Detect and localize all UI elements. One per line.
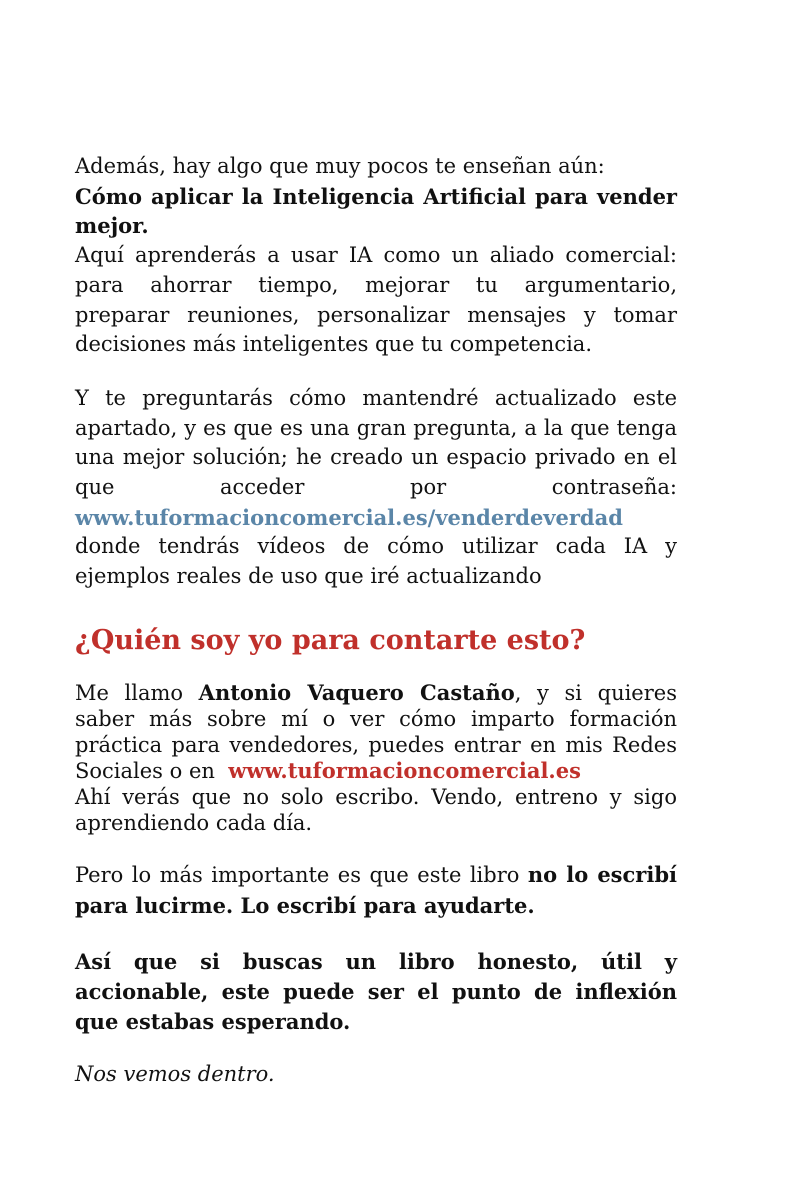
intro-paragraph: Aquí aprenderás a usar IA como un aliado comercial: para ahorrar tiempo, mejorar tu argumentario, preparar reuniones, personalizar mensajes y tomar decisiones más inteligentes que tu competencia. — [75, 243, 677, 357]
about-p2-bold: no lo escribí para lucirme. Lo escribí para ayudarte. — [75, 861, 677, 918]
about-paragraph-3: Así que si buscas un libro honesto, útil y accionable, este puede ser el punto de inflexión que estabas esperando. — [75, 949, 677, 1034]
about-p1-start: Me llamo — [75, 680, 184, 705]
closing-line: Nos vemos dentro. — [75, 1062, 275, 1087]
about-paragraph-1 — [75, 680, 677, 784]
about-heading: ¿Quién soy yo para contarte esto? — [75, 624, 586, 656]
update-url[interactable]: www.tuformacioncomercial.es/venderdeverdad — [75, 504, 623, 530]
update-paragraph: Y te preguntarás cómo mantendré actualizado este apartado, y es que es una gran pregunta, a la que tenga una mejor solución; he creado un espacio privado en el que acceder por contraseña: — [75, 385, 677, 500]
update-paragraph-end: donde tendrás vídeos de cómo utilizar cada IA y ejemplos reales de uso que iré actualizando — [75, 534, 677, 589]
page-content — [75, 150, 677, 1090]
about-paragraph-2 — [75, 860, 677, 921]
author-name: Antonio Vaquero Castaño — [198, 679, 515, 705]
intro-bold-line: Cómo aplicar la Inteligencia Artificial para vender mejor. — [75, 183, 677, 239]
website-link[interactable]: www.tuformacioncomercial.es — [228, 757, 581, 783]
about-p1-mid: , y si quieres saber más sobre mí o ver cómo imparto formación práctica para vendedores, puedes entrar en mis Redes Sociales o en — [75, 680, 677, 783]
intro-line: Además, hay algo que muy pocos te enseñan aún: — [75, 154, 605, 178]
about-paragraph-1-end: Ahí verás que no solo escribo. Vendo, entreno y sigo aprendiendo cada día. — [75, 784, 677, 835]
about-p2-start: Pero lo más importante es que este libro — [75, 862, 520, 887]
